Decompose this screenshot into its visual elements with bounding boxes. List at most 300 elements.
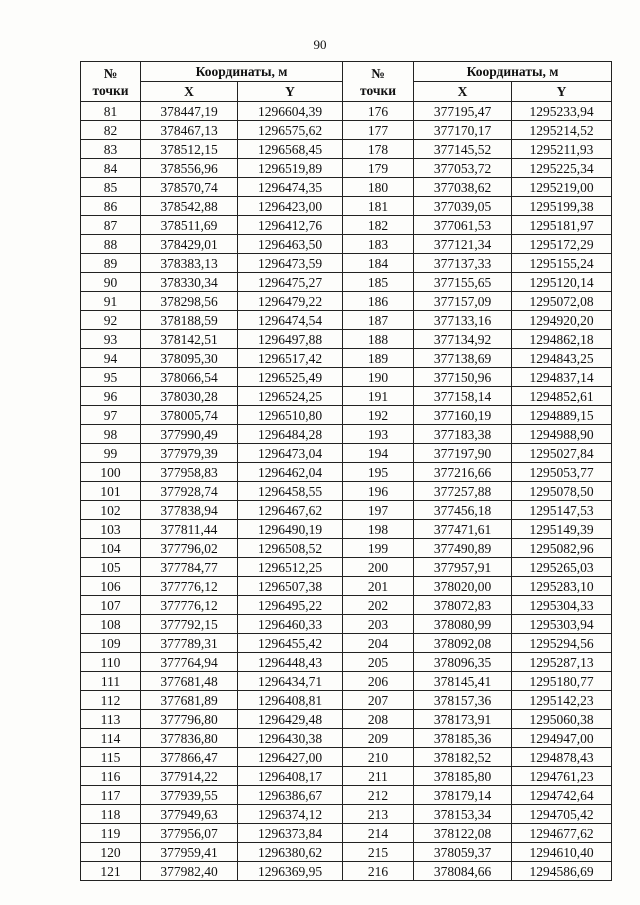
- right-point-number: 181: [343, 197, 414, 216]
- right-y-value: 1295180,77: [512, 672, 612, 691]
- left-point-number: 90: [81, 273, 141, 292]
- left-x-value: 377958,83: [141, 463, 238, 482]
- right-point-number: 198: [343, 520, 414, 539]
- left-x-value: 378511,69: [141, 216, 238, 235]
- left-point-number: 93: [81, 330, 141, 349]
- table-row: [81, 672, 612, 691]
- left-point-number: 82: [81, 121, 141, 140]
- right-x-value: 378080,99: [414, 615, 512, 634]
- right-point-number: 191: [343, 387, 414, 406]
- right-x-value: 377134,92: [414, 330, 512, 349]
- left-y-header: Y: [238, 82, 343, 102]
- right-x-value: 377121,34: [414, 235, 512, 254]
- right-point-number: 178: [343, 140, 414, 159]
- right-x-value: 377183,38: [414, 425, 512, 444]
- left-x-value: 378429,01: [141, 235, 238, 254]
- left-x-value: 377681,89: [141, 691, 238, 710]
- table-row: [81, 425, 612, 444]
- table-row: [81, 273, 612, 292]
- table-row: [81, 843, 612, 862]
- right-x-value: 377456,18: [414, 501, 512, 520]
- left-x-value: 378030,28: [141, 387, 238, 406]
- right-point-number: 213: [343, 805, 414, 824]
- right-y-value: 1295219,00: [512, 178, 612, 197]
- right-x-value: 377038,62: [414, 178, 512, 197]
- left-x-value: 377784,77: [141, 558, 238, 577]
- table-row: [81, 520, 612, 539]
- right-x-value: 378185,36: [414, 729, 512, 748]
- left-y-value: 1296512,25: [238, 558, 343, 577]
- left-y-value: 1296484,28: [238, 425, 343, 444]
- right-x-value: 377195,47: [414, 102, 512, 121]
- right-x-value: 378084,66: [414, 862, 512, 881]
- right-x-value: 377138,69: [414, 349, 512, 368]
- right-x-value: 377039,05: [414, 197, 512, 216]
- right-x-value: 378145,41: [414, 672, 512, 691]
- left-y-value: 1296386,67: [238, 786, 343, 805]
- right-point-number: 208: [343, 710, 414, 729]
- left-point-number: 92: [81, 311, 141, 330]
- right-point-number: 201: [343, 577, 414, 596]
- table-row: [81, 824, 612, 843]
- point-label: точки: [360, 82, 397, 98]
- right-y-value: 1295294,56: [512, 634, 612, 653]
- right-y-value: 1295303,94: [512, 615, 612, 634]
- left-y-value: 1296568,45: [238, 140, 343, 159]
- right-x-value: 377158,14: [414, 387, 512, 406]
- right-y-value: 1295199,38: [512, 197, 612, 216]
- table-row: [81, 653, 612, 672]
- left-point-number: 118: [81, 805, 141, 824]
- right-point-number: 177: [343, 121, 414, 140]
- left-x-value: 377764,94: [141, 653, 238, 672]
- right-point-number: 196: [343, 482, 414, 501]
- left-x-value: 378188,59: [141, 311, 238, 330]
- left-point-number-header: [81, 62, 141, 102]
- left-point-number: 111: [81, 672, 141, 691]
- left-x-header: X: [141, 82, 238, 102]
- left-y-value: 1296474,54: [238, 311, 343, 330]
- right-y-value: 1294852,61: [512, 387, 612, 406]
- left-x-value: 377956,07: [141, 824, 238, 843]
- right-x-value: 378153,34: [414, 805, 512, 824]
- table-row: [81, 729, 612, 748]
- table-row: [81, 444, 612, 463]
- left-x-value: 377939,55: [141, 786, 238, 805]
- right-point-number: 180: [343, 178, 414, 197]
- table-row: [81, 292, 612, 311]
- right-point-number: 204: [343, 634, 414, 653]
- left-y-value: 1296369,95: [238, 862, 343, 881]
- left-y-value: 1296462,04: [238, 463, 343, 482]
- point-label: точки: [92, 82, 129, 98]
- left-y-value: 1296507,38: [238, 577, 343, 596]
- right-y-value: 1294705,42: [512, 805, 612, 824]
- left-x-value: 378467,13: [141, 121, 238, 140]
- right-point-number: 209: [343, 729, 414, 748]
- left-x-value: 377928,74: [141, 482, 238, 501]
- right-point-number: 195: [343, 463, 414, 482]
- left-x-value: 377982,40: [141, 862, 238, 881]
- right-x-value: 377197,90: [414, 444, 512, 463]
- table-row: [81, 102, 612, 121]
- left-x-value: 377838,94: [141, 501, 238, 520]
- table-row: [81, 634, 612, 653]
- left-y-value: 1296408,17: [238, 767, 343, 786]
- left-x-value: 377796,80: [141, 710, 238, 729]
- right-y-value: 1294988,90: [512, 425, 612, 444]
- right-point-number: 197: [343, 501, 414, 520]
- left-point-number: 103: [81, 520, 141, 539]
- right-y-value: 1294742,64: [512, 786, 612, 805]
- left-x-value: 377959,41: [141, 843, 238, 862]
- left-point-number: 116: [81, 767, 141, 786]
- table-row: [81, 501, 612, 520]
- left-point-number: 107: [81, 596, 141, 615]
- right-y-value: 1295211,93: [512, 140, 612, 159]
- right-x-value: 378059,37: [414, 843, 512, 862]
- right-x-value: 377170,17: [414, 121, 512, 140]
- left-coordinates-header: Координаты, м: [141, 62, 343, 82]
- left-x-value: 378570,74: [141, 178, 238, 197]
- right-x-value: 377145,52: [414, 140, 512, 159]
- table-row: [81, 368, 612, 387]
- right-y-value: 1295078,50: [512, 482, 612, 501]
- right-x-value: 377137,33: [414, 254, 512, 273]
- left-x-value: 377836,80: [141, 729, 238, 748]
- table-row: [81, 406, 612, 425]
- left-x-value: 378556,96: [141, 159, 238, 178]
- right-point-number: 194: [343, 444, 414, 463]
- table-row: [81, 349, 612, 368]
- right-x-value: 377490,89: [414, 539, 512, 558]
- right-x-value: 377471,61: [414, 520, 512, 539]
- right-y-value: 1294677,62: [512, 824, 612, 843]
- number-sign: №: [371, 65, 385, 81]
- left-point-number: 88: [81, 235, 141, 254]
- right-point-number: 188: [343, 330, 414, 349]
- table-body: [81, 102, 612, 881]
- table-row: [81, 235, 612, 254]
- left-y-value: 1296473,04: [238, 444, 343, 463]
- right-y-value: 1294843,25: [512, 349, 612, 368]
- right-x-value: 378182,52: [414, 748, 512, 767]
- right-y-value: 1294889,15: [512, 406, 612, 425]
- table-row: [81, 178, 612, 197]
- left-point-number: 102: [81, 501, 141, 520]
- left-x-value: 377776,12: [141, 596, 238, 615]
- right-point-number: 199: [343, 539, 414, 558]
- right-y-value: 1295304,33: [512, 596, 612, 615]
- table-row: [81, 710, 612, 729]
- left-point-number: 104: [81, 539, 141, 558]
- right-point-number: 211: [343, 767, 414, 786]
- right-x-value: 378157,36: [414, 691, 512, 710]
- table-row: [81, 121, 612, 140]
- left-y-value: 1296474,35: [238, 178, 343, 197]
- left-point-number: 115: [81, 748, 141, 767]
- left-point-number: 109: [81, 634, 141, 653]
- right-point-number: 176: [343, 102, 414, 121]
- left-x-value: 378447,19: [141, 102, 238, 121]
- left-point-number: 86: [81, 197, 141, 216]
- left-point-number: 91: [81, 292, 141, 311]
- right-x-value: 378185,80: [414, 767, 512, 786]
- left-x-value: 377789,31: [141, 634, 238, 653]
- left-x-value: 377866,47: [141, 748, 238, 767]
- right-y-value: 1295082,96: [512, 539, 612, 558]
- right-y-value: 1295225,34: [512, 159, 612, 178]
- left-point-number: 95: [81, 368, 141, 387]
- left-x-value: 377792,15: [141, 615, 238, 634]
- left-y-value: 1296455,42: [238, 634, 343, 653]
- table-row: [81, 387, 612, 406]
- left-point-number: 96: [81, 387, 141, 406]
- left-x-value: 378095,30: [141, 349, 238, 368]
- right-point-number: 193: [343, 425, 414, 444]
- right-y-value: 1295233,94: [512, 102, 612, 121]
- left-x-value: 378330,34: [141, 273, 238, 292]
- left-y-value: 1296408,81: [238, 691, 343, 710]
- right-x-value: 378096,35: [414, 653, 512, 672]
- left-y-value: 1296525,49: [238, 368, 343, 387]
- table-row: [81, 330, 612, 349]
- left-y-value: 1296423,00: [238, 197, 343, 216]
- right-point-number: 183: [343, 235, 414, 254]
- right-y-value: 1294586,69: [512, 862, 612, 881]
- left-point-number: 112: [81, 691, 141, 710]
- right-point-number: 182: [343, 216, 414, 235]
- left-y-value: 1296460,33: [238, 615, 343, 634]
- left-x-value: 377681,48: [141, 672, 238, 691]
- left-x-value: 378512,15: [141, 140, 238, 159]
- right-point-number: 187: [343, 311, 414, 330]
- right-y-value: 1295027,84: [512, 444, 612, 463]
- table-row: [81, 748, 612, 767]
- right-y-value: 1295072,08: [512, 292, 612, 311]
- table-row: [81, 216, 612, 235]
- left-x-value: 377811,44: [141, 520, 238, 539]
- left-y-value: 1296448,43: [238, 653, 343, 672]
- left-point-number: 98: [81, 425, 141, 444]
- right-y-value: 1295181,97: [512, 216, 612, 235]
- left-point-number: 85: [81, 178, 141, 197]
- right-y-value: 1295265,03: [512, 558, 612, 577]
- right-x-value: 378020,00: [414, 577, 512, 596]
- right-x-value: 378179,14: [414, 786, 512, 805]
- right-y-value: 1295155,24: [512, 254, 612, 273]
- table-row: [81, 767, 612, 786]
- right-point-number: 212: [343, 786, 414, 805]
- left-y-value: 1296373,84: [238, 824, 343, 843]
- right-point-number: 215: [343, 843, 414, 862]
- right-y-value: 1294878,43: [512, 748, 612, 767]
- left-y-value: 1296434,71: [238, 672, 343, 691]
- left-y-value: 1296374,12: [238, 805, 343, 824]
- right-y-value: 1294761,23: [512, 767, 612, 786]
- right-y-value: 1294947,00: [512, 729, 612, 748]
- left-point-number: 97: [81, 406, 141, 425]
- right-y-value: 1295060,38: [512, 710, 612, 729]
- right-point-number: 179: [343, 159, 414, 178]
- right-coordinates-header: Координаты, м: [414, 62, 612, 82]
- table-row: [81, 805, 612, 824]
- left-point-number: 101: [81, 482, 141, 501]
- left-y-value: 1296575,62: [238, 121, 343, 140]
- right-y-value: 1295142,23: [512, 691, 612, 710]
- right-y-value: 1295120,14: [512, 273, 612, 292]
- left-y-value: 1296524,25: [238, 387, 343, 406]
- left-x-value: 377914,22: [141, 767, 238, 786]
- table-row: [81, 159, 612, 178]
- left-point-number: 119: [81, 824, 141, 843]
- right-y-header: Y: [512, 82, 612, 102]
- right-x-value: 378092,08: [414, 634, 512, 653]
- table-row: [81, 463, 612, 482]
- right-point-number: 206: [343, 672, 414, 691]
- left-point-number: 99: [81, 444, 141, 463]
- left-y-value: 1296429,48: [238, 710, 343, 729]
- right-x-value: 378173,91: [414, 710, 512, 729]
- right-x-value: 377053,72: [414, 159, 512, 178]
- left-y-value: 1296495,22: [238, 596, 343, 615]
- right-x-value: 377160,19: [414, 406, 512, 425]
- left-x-value: 377979,39: [141, 444, 238, 463]
- left-y-value: 1296490,19: [238, 520, 343, 539]
- left-y-value: 1296497,88: [238, 330, 343, 349]
- right-y-value: 1294920,20: [512, 311, 612, 330]
- right-point-number: 216: [343, 862, 414, 881]
- right-x-value: 377257,88: [414, 482, 512, 501]
- table-row: [81, 482, 612, 501]
- left-y-value: 1296508,52: [238, 539, 343, 558]
- right-x-value: 377133,16: [414, 311, 512, 330]
- right-point-number: 192: [343, 406, 414, 425]
- right-point-number-header: [343, 62, 414, 102]
- left-x-value: 378383,13: [141, 254, 238, 273]
- table-row: [81, 786, 612, 805]
- table-row: [81, 691, 612, 710]
- right-y-value: 1295053,77: [512, 463, 612, 482]
- left-point-number: 84: [81, 159, 141, 178]
- left-y-value: 1296380,62: [238, 843, 343, 862]
- right-y-value: 1295147,53: [512, 501, 612, 520]
- left-x-value: 377796,02: [141, 539, 238, 558]
- coordinates-table: [80, 61, 612, 881]
- left-y-value: 1296467,62: [238, 501, 343, 520]
- left-y-value: 1296463,50: [238, 235, 343, 254]
- left-y-value: 1296412,76: [238, 216, 343, 235]
- right-x-value: 377216,66: [414, 463, 512, 482]
- right-y-value: 1294610,40: [512, 843, 612, 862]
- right-point-number: 185: [343, 273, 414, 292]
- right-x-value: 377157,09: [414, 292, 512, 311]
- right-point-number: 190: [343, 368, 414, 387]
- right-x-value: 378072,83: [414, 596, 512, 615]
- left-point-number: 106: [81, 577, 141, 596]
- right-y-value: 1295149,39: [512, 520, 612, 539]
- right-x-value: 377155,65: [414, 273, 512, 292]
- left-x-value: 378298,56: [141, 292, 238, 311]
- left-x-value: 377990,49: [141, 425, 238, 444]
- right-x-value: 377150,96: [414, 368, 512, 387]
- left-point-number: 108: [81, 615, 141, 634]
- right-point-number: 189: [343, 349, 414, 368]
- right-y-value: 1295214,52: [512, 121, 612, 140]
- right-x-value: 377957,91: [414, 558, 512, 577]
- left-point-number: 114: [81, 729, 141, 748]
- left-y-value: 1296517,42: [238, 349, 343, 368]
- table-row: [81, 558, 612, 577]
- table-row: [81, 254, 612, 273]
- table-row: [81, 539, 612, 558]
- right-point-number: 214: [343, 824, 414, 843]
- table-row: [81, 862, 612, 881]
- table-row: [81, 596, 612, 615]
- right-y-value: 1294862,18: [512, 330, 612, 349]
- left-point-number: 113: [81, 710, 141, 729]
- right-y-value: 1295283,10: [512, 577, 612, 596]
- left-x-value: 378066,54: [141, 368, 238, 387]
- right-point-number: 207: [343, 691, 414, 710]
- left-y-value: 1296473,59: [238, 254, 343, 273]
- right-point-number: 186: [343, 292, 414, 311]
- left-point-number: 117: [81, 786, 141, 805]
- left-y-value: 1296430,38: [238, 729, 343, 748]
- left-x-value: 378005,74: [141, 406, 238, 425]
- right-point-number: 184: [343, 254, 414, 273]
- left-y-value: 1296427,00: [238, 748, 343, 767]
- right-point-number: 202: [343, 596, 414, 615]
- left-point-number: 87: [81, 216, 141, 235]
- left-point-number: 83: [81, 140, 141, 159]
- table-row: [81, 615, 612, 634]
- right-x-value: 378122,08: [414, 824, 512, 843]
- right-point-number: 210: [343, 748, 414, 767]
- table-row: [81, 577, 612, 596]
- number-sign: №: [103, 65, 118, 81]
- right-y-value: 1295172,29: [512, 235, 612, 254]
- right-y-value: 1295287,13: [512, 653, 612, 672]
- table-row: [81, 197, 612, 216]
- right-x-header: X: [414, 82, 512, 102]
- left-y-value: 1296510,80: [238, 406, 343, 425]
- table-row: [81, 311, 612, 330]
- left-point-number: 120: [81, 843, 141, 862]
- left-x-value: 377949,63: [141, 805, 238, 824]
- left-point-number: 81: [81, 102, 141, 121]
- left-y-value: 1296604,39: [238, 102, 343, 121]
- left-point-number: 110: [81, 653, 141, 672]
- left-point-number: 121: [81, 862, 141, 881]
- left-y-value: 1296519,89: [238, 159, 343, 178]
- right-point-number: 205: [343, 653, 414, 672]
- right-point-number: 203: [343, 615, 414, 634]
- left-y-value: 1296475,27: [238, 273, 343, 292]
- right-y-value: 1294837,14: [512, 368, 612, 387]
- left-y-value: 1296458,55: [238, 482, 343, 501]
- left-x-value: 377776,12: [141, 577, 238, 596]
- page-number: 90: [313, 37, 327, 52]
- left-point-number: 100: [81, 463, 141, 482]
- right-point-number: 200: [343, 558, 414, 577]
- left-x-value: 378542,88: [141, 197, 238, 216]
- left-point-number: 89: [81, 254, 141, 273]
- left-y-value: 1296479,22: [238, 292, 343, 311]
- table-row: [81, 140, 612, 159]
- right-x-value: 377061,53: [414, 216, 512, 235]
- left-x-value: 378142,51: [141, 330, 238, 349]
